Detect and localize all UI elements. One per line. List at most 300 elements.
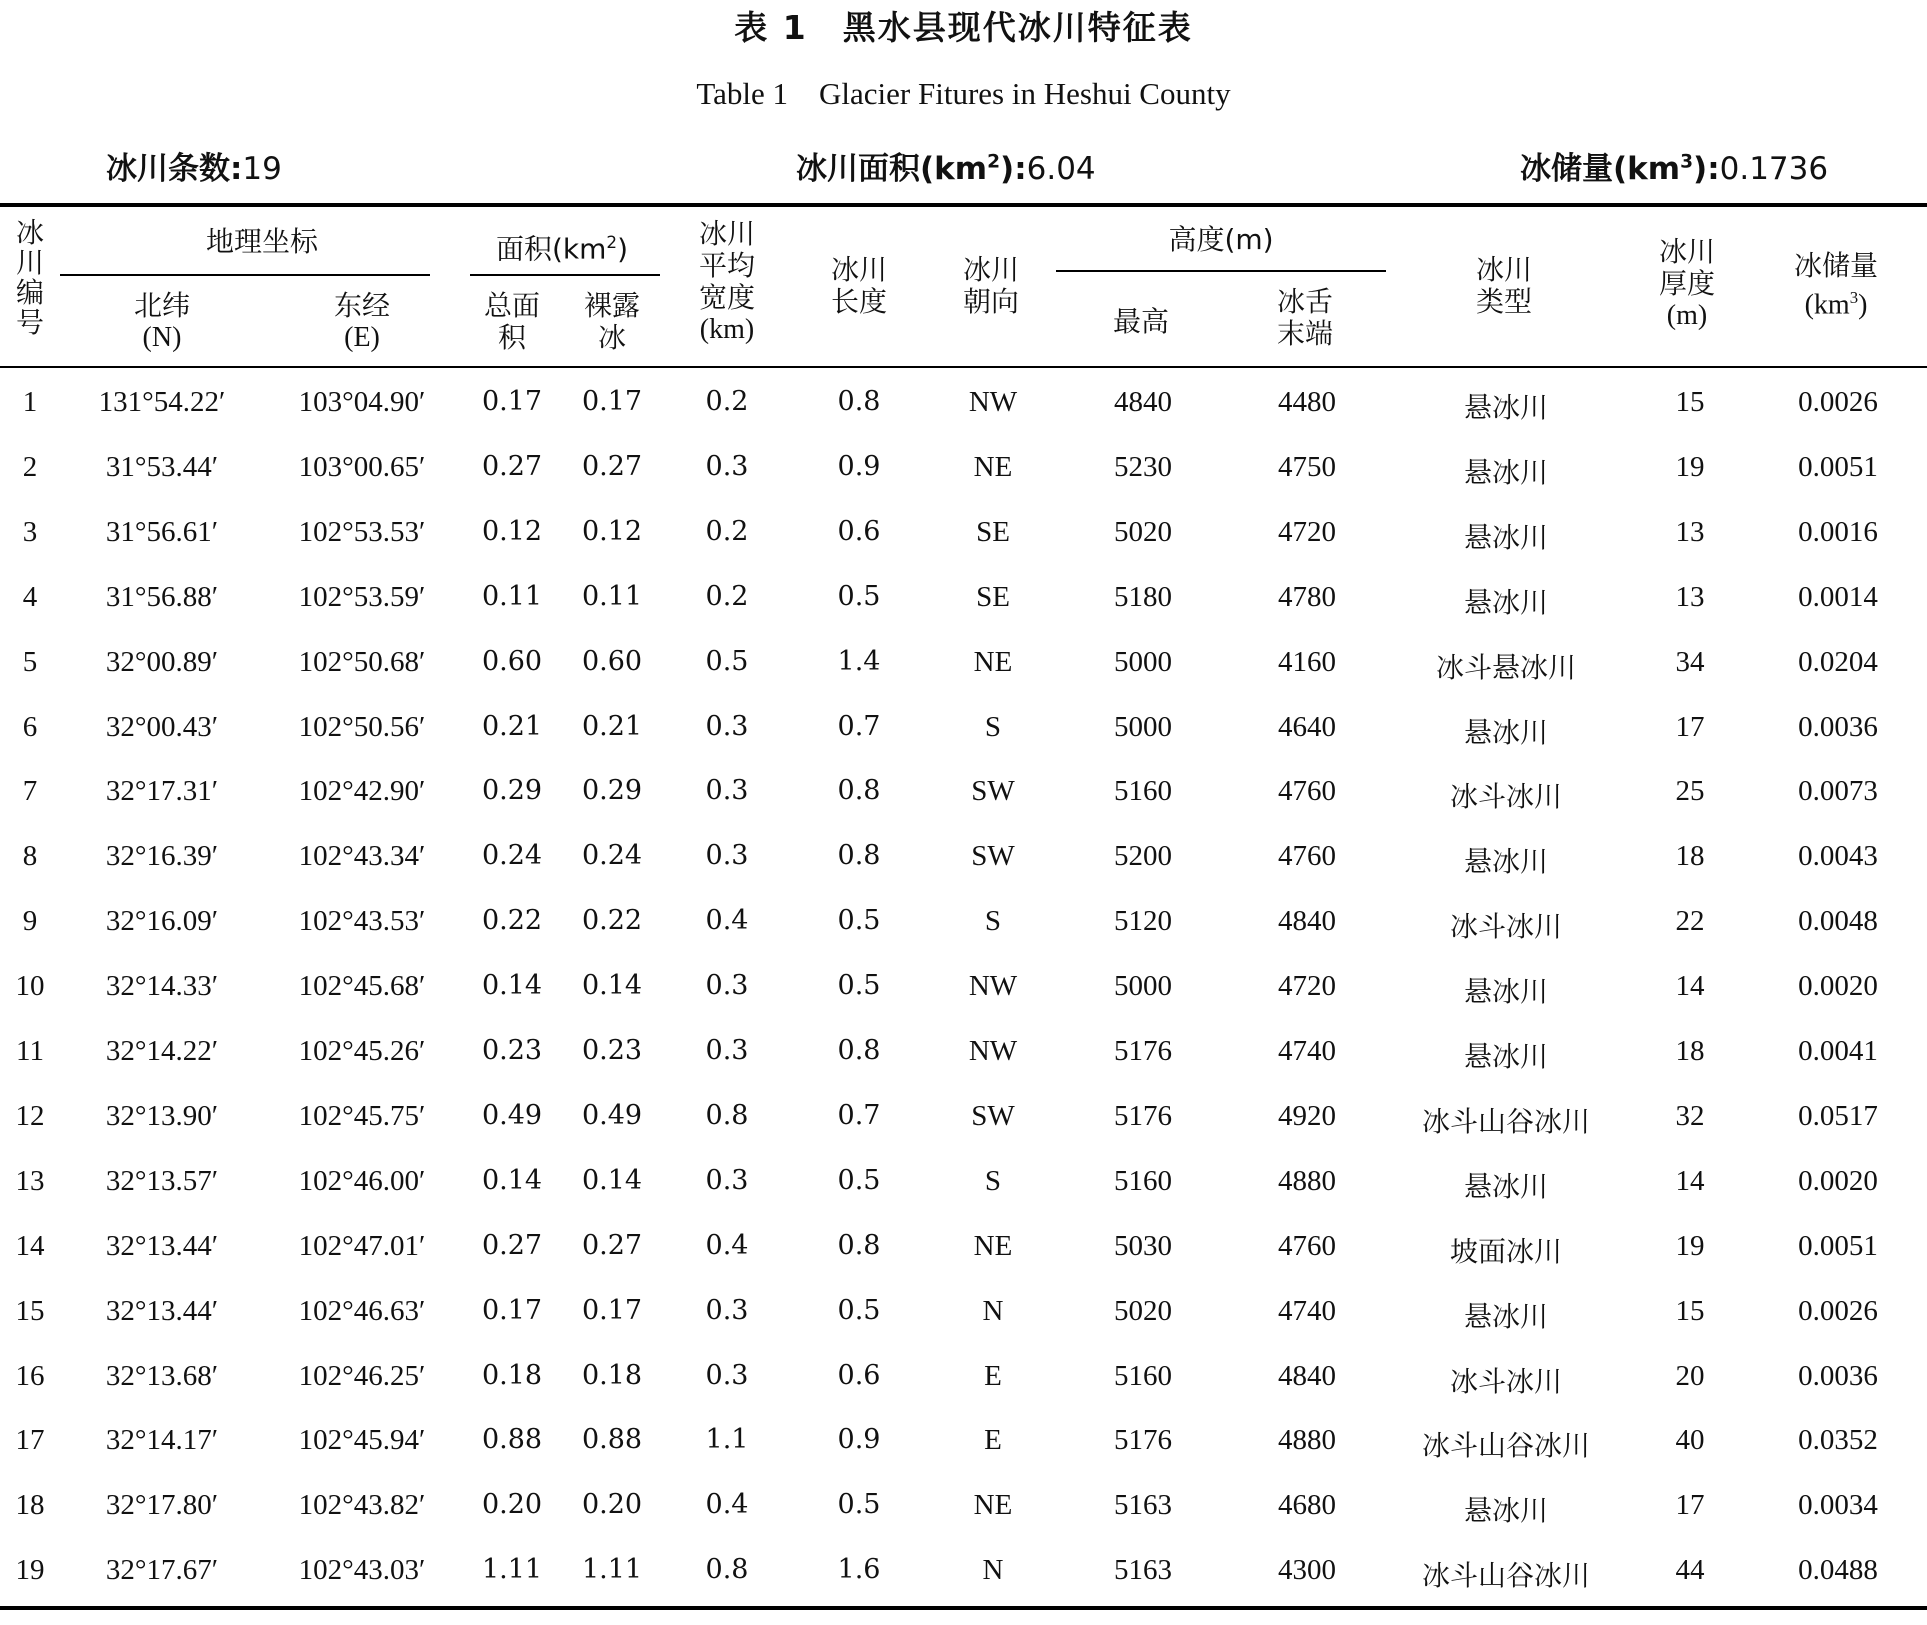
- summary-area-value: 6.04: [1026, 151, 1096, 187]
- cell-thickness: 25: [1675, 775, 1705, 808]
- cell-thickness: 22: [1675, 905, 1705, 938]
- header-width-unit: (km): [699, 314, 755, 345]
- cell-thickness: 44: [1675, 1554, 1705, 1587]
- cell-height-max: 5163: [1114, 1554, 1172, 1587]
- cell-orientation: NW: [968, 386, 1018, 418]
- cell-orientation: NE: [973, 645, 1013, 678]
- cell-storage: 0.0016: [1798, 515, 1878, 548]
- cell-height-max: 5160: [1114, 1164, 1172, 1197]
- header-glacier-no: [16, 218, 44, 338]
- cell-storage: 0.0034: [1798, 1489, 1878, 1522]
- cell-area-total: 0.27: [481, 450, 543, 482]
- header-area-sup: 2: [606, 232, 618, 252]
- cell-no: 12: [15, 1099, 45, 1132]
- cell-storage: 0.0014: [1798, 580, 1878, 613]
- cell-width: 0.3: [705, 1164, 749, 1196]
- cell-lon: 103°00.65′: [298, 450, 426, 483]
- summary-storage-label-close: ):: [1693, 151, 1720, 187]
- cell-height-max: 4840: [1114, 386, 1172, 418]
- header-geo: 地理坐标: [205, 225, 319, 258]
- cell-area-total: 0.11: [481, 580, 543, 612]
- cell-area-total: 0.29: [481, 775, 543, 807]
- header-thickness-line2: 厚度: [1658, 267, 1716, 300]
- cell-thickness: 17: [1675, 710, 1705, 743]
- cell-type: 悬冰川: [1463, 845, 1549, 879]
- cell-width: 0.8: [705, 1554, 749, 1586]
- cell-orientation: N: [982, 1294, 1004, 1327]
- cell-thickness: 17: [1675, 1489, 1705, 1522]
- cell-tongue-end: 4780: [1278, 580, 1336, 613]
- summary-area: [796, 143, 1096, 188]
- cell-area-total: 0.22: [481, 905, 543, 937]
- cell-no: 11: [16, 1035, 44, 1067]
- summary-storage: [1520, 143, 1828, 188]
- cell-area-bare: 0.12: [581, 515, 643, 547]
- cell-width: 0.2: [705, 580, 749, 612]
- summary-count: [106, 143, 282, 188]
- cell-width: 0.4: [705, 1489, 749, 1521]
- cell-width: 0.4: [705, 1229, 749, 1261]
- summary-storage-sup: 3: [1680, 151, 1694, 173]
- cell-height-max: 5176: [1114, 1035, 1172, 1067]
- cell-tongue-end: 4160: [1278, 645, 1336, 678]
- cell-length: 0.9: [837, 450, 881, 482]
- header-thickness-line1: 冰川: [1658, 235, 1716, 268]
- cell-height-max: 5176: [1114, 1099, 1172, 1132]
- cell-height-max: 5030: [1114, 1229, 1172, 1262]
- cell-no: 5: [22, 645, 38, 678]
- cell-lat: 31°53.44′: [105, 450, 219, 483]
- cell-area-bare: 0.24: [581, 840, 643, 872]
- header-height: 高度(m): [1168, 223, 1274, 256]
- cell-height-max: 5000: [1114, 970, 1172, 1003]
- cell-tongue-end: 4750: [1278, 450, 1336, 483]
- header-length-line2: 长度: [830, 285, 888, 318]
- cell-area-bare: 0.14: [581, 970, 643, 1002]
- cell-height-max: 5200: [1114, 840, 1172, 873]
- header-lat-label: 北纬: [133, 289, 191, 322]
- cell-thickness: 14: [1675, 970, 1705, 1003]
- header-width-line1: 冰川: [698, 217, 756, 250]
- cell-thickness: 34: [1675, 645, 1705, 678]
- cell-lat: 32°14.33′: [105, 970, 219, 1003]
- cell-tongue-end: 4840: [1278, 905, 1336, 938]
- header-area: [496, 226, 628, 265]
- header-orientation-line1: 冰川: [962, 253, 1020, 286]
- cell-no: 8: [22, 840, 38, 873]
- cell-lat: 32°17.31′: [105, 775, 219, 808]
- cell-tongue-end: 4880: [1278, 1164, 1336, 1197]
- cell-area-total: 0.14: [481, 970, 543, 1002]
- cell-orientation: NW: [968, 1035, 1018, 1067]
- cell-area-total: 0.21: [481, 710, 543, 742]
- cell-length: 0.5: [837, 1489, 881, 1521]
- cell-length: 0.5: [837, 1164, 881, 1196]
- header-storage-line1: 冰储量: [1793, 249, 1879, 282]
- summary-storage-label: 冰储量(km: [1520, 151, 1681, 187]
- cell-orientation: SE: [976, 515, 1010, 548]
- header-storage: [1794, 250, 1878, 321]
- cell-area-bare: 0.17: [581, 1294, 643, 1326]
- cell-thickness: 15: [1675, 1294, 1705, 1327]
- cell-storage: 0.0352: [1798, 1424, 1878, 1457]
- cell-orientation: SE: [976, 580, 1010, 613]
- cell-lon: 102°42.90′: [298, 775, 426, 808]
- cell-type: 悬冰川: [1463, 1169, 1549, 1203]
- cell-no: 19: [15, 1554, 45, 1587]
- cell-area-total: 0.88: [481, 1424, 543, 1456]
- cell-no: 7: [22, 775, 38, 808]
- cell-area-total: 0.20: [481, 1489, 543, 1521]
- cell-width: 0.3: [705, 450, 749, 482]
- cell-height-max: 5230: [1114, 450, 1172, 483]
- cell-area-bare: 0.27: [581, 450, 643, 482]
- cell-tongue-end: 4480: [1278, 386, 1336, 418]
- cell-area-total: 0.49: [481, 1099, 543, 1131]
- cell-area-bare: 0.23: [581, 1035, 643, 1066]
- cell-storage: 0.0051: [1798, 1229, 1878, 1262]
- summary-area-sup: 2: [987, 151, 1001, 173]
- cell-length: 0.8: [837, 386, 881, 417]
- header-orientation-line2: 朝向: [962, 285, 1020, 318]
- summary-area-label: 冰川面积(km: [796, 151, 988, 187]
- cell-lat: 31°56.88′: [105, 580, 219, 613]
- cell-lat: 32°14.22′: [105, 1035, 219, 1067]
- cell-orientation: NE: [973, 1489, 1013, 1522]
- cell-lon: 102°47.01′: [298, 1229, 426, 1262]
- cell-width: 1.1: [705, 1424, 749, 1456]
- cell-type: 冰斗山谷冰川: [1421, 1559, 1591, 1593]
- cell-type: 坡面冰川: [1449, 1234, 1563, 1268]
- cell-orientation: N: [982, 1554, 1004, 1587]
- header-area-total-line2: 积: [497, 321, 527, 354]
- cell-storage: 0.0026: [1798, 1294, 1878, 1327]
- cell-area-total: 0.17: [481, 386, 543, 417]
- cell-area-bare: 0.22: [581, 905, 643, 937]
- cell-type: 悬冰川: [1463, 1299, 1549, 1333]
- cell-tongue-end: 4680: [1278, 1489, 1336, 1522]
- cell-orientation: NE: [973, 1229, 1013, 1262]
- header-storage-unit-open: (km: [1804, 289, 1850, 321]
- cell-storage: 0.0517: [1798, 1099, 1878, 1132]
- cell-height-max: 5000: [1114, 645, 1172, 678]
- cell-lon: 103°04.90′: [298, 386, 426, 418]
- cell-area-bare: 0.11: [581, 580, 643, 612]
- cell-lon: 102°46.63′: [298, 1294, 426, 1327]
- header-area-bare: [584, 290, 640, 354]
- cell-lat: 32°17.67′: [105, 1554, 219, 1587]
- cell-no: 13: [15, 1164, 45, 1197]
- area-group-rule: [470, 274, 660, 276]
- cell-width: 0.3: [705, 970, 749, 1002]
- cell-area-bare: 0.17: [581, 386, 643, 417]
- header-area-total: [484, 290, 540, 354]
- cell-length: 0.5: [837, 970, 881, 1002]
- header-tongue-line2: 末端: [1276, 317, 1334, 350]
- cell-type: 悬冰川: [1463, 455, 1549, 489]
- cell-lat: 32°00.43′: [105, 710, 219, 743]
- cell-type: 悬冰川: [1463, 520, 1549, 554]
- cell-length: 0.8: [837, 1229, 881, 1261]
- cell-orientation: SW: [971, 775, 1015, 808]
- cell-type: 悬冰川: [1463, 391, 1549, 424]
- header-area-close: ): [617, 232, 629, 266]
- summary-storage-value: 0.1736: [1719, 151, 1829, 187]
- cell-lat: 32°14.17′: [105, 1424, 219, 1457]
- cell-area-total: 0.18: [481, 1359, 543, 1391]
- cell-height-max: 5180: [1114, 580, 1172, 613]
- cell-thickness: 32: [1675, 1099, 1705, 1132]
- cell-no: 18: [15, 1489, 45, 1522]
- cell-area-total: 0.27: [481, 1229, 543, 1261]
- geo-group-rule: [60, 274, 430, 276]
- cell-width: 0.8: [705, 1099, 749, 1131]
- summary-count-value: 19: [242, 151, 282, 187]
- cell-type: 悬冰川: [1463, 1040, 1549, 1073]
- cell-tongue-end: 4840: [1278, 1359, 1336, 1392]
- cell-width: 0.3: [705, 775, 749, 807]
- header-storage-unit-close: ): [1858, 289, 1868, 321]
- cell-width: 0.3: [705, 1294, 749, 1326]
- cell-no: 14: [15, 1229, 45, 1262]
- cell-storage: 0.0051: [1798, 450, 1878, 483]
- cell-thickness: 18: [1675, 1035, 1705, 1067]
- table-title-cn: 表 1 黑水县现代冰川特征表: [734, 8, 1193, 47]
- height-group-rule: [1056, 270, 1386, 272]
- cell-storage: 0.0048: [1798, 905, 1878, 938]
- header-tongue-end: [1277, 286, 1333, 350]
- table-header-rule: [0, 366, 1927, 368]
- cell-width: 0.4: [705, 905, 749, 937]
- cell-lon: 102°45.75′: [298, 1099, 426, 1132]
- cell-length: 0.8: [837, 1035, 881, 1066]
- cell-height-max: 5163: [1114, 1489, 1172, 1522]
- cell-storage: 0.0204: [1798, 645, 1878, 678]
- header-no-char: 冰: [15, 216, 45, 249]
- cell-no: 3: [22, 515, 38, 548]
- cell-lat: 32°17.80′: [105, 1489, 219, 1522]
- cell-lat: 32°16.39′: [105, 840, 219, 873]
- header-storage-unit-sup: 3: [1849, 288, 1859, 307]
- cell-orientation: S: [984, 905, 1002, 938]
- cell-height-max: 5160: [1114, 775, 1172, 808]
- cell-length: 0.5: [837, 905, 881, 937]
- cell-length: 0.9: [837, 1424, 881, 1456]
- table-bottom-rule: [0, 1606, 1927, 1610]
- cell-length: 0.5: [837, 580, 881, 612]
- cell-length: 0.7: [837, 710, 881, 742]
- header-lon-unit: (E): [344, 322, 380, 353]
- cell-area-total: 0.23: [481, 1035, 543, 1066]
- cell-thickness: 20: [1675, 1359, 1705, 1392]
- cell-thickness: 40: [1675, 1424, 1705, 1457]
- cell-area-total: 1.11: [481, 1554, 543, 1586]
- cell-lon: 102°45.26′: [298, 1035, 426, 1067]
- cell-height-max: 5020: [1114, 515, 1172, 548]
- cell-lat: 32°00.89′: [105, 645, 219, 678]
- cell-orientation: S: [984, 710, 1002, 743]
- cell-type: 冰斗冰川: [1449, 1364, 1563, 1398]
- cell-lat: 131°54.22′: [98, 386, 226, 418]
- header-lon: [334, 290, 390, 354]
- cell-orientation: S: [984, 1164, 1002, 1197]
- cell-orientation: SW: [971, 1099, 1015, 1132]
- cell-area-total: 0.60: [481, 645, 543, 677]
- cell-height-max: 5160: [1114, 1359, 1172, 1392]
- cell-width: 0.3: [705, 1035, 749, 1066]
- cell-area-bare: 0.14: [581, 1164, 643, 1196]
- cell-length: 0.5: [837, 1294, 881, 1326]
- header-type-line1: 冰川: [1475, 253, 1533, 286]
- cell-lon: 102°50.68′: [298, 645, 426, 678]
- cell-storage: 0.0036: [1798, 1359, 1878, 1392]
- cell-type: 悬冰川: [1463, 585, 1549, 619]
- cell-area-total: 0.12: [481, 515, 543, 547]
- cell-area-bare: 0.29: [581, 775, 643, 807]
- header-width-line2: 平均: [698, 249, 756, 282]
- cell-lon: 102°46.00′: [298, 1164, 426, 1197]
- cell-lat: 32°13.57′: [105, 1164, 219, 1197]
- cell-lon: 102°43.82′: [298, 1489, 426, 1522]
- header-thickness-unit: (m): [1666, 300, 1708, 331]
- cell-area-bare: 0.18: [581, 1359, 643, 1391]
- cell-lat: 31°56.61′: [105, 515, 219, 548]
- cell-area-bare: 0.27: [581, 1229, 643, 1261]
- cell-area-bare: 0.21: [581, 710, 643, 742]
- cell-area-bare: 0.20: [581, 1489, 643, 1521]
- cell-height-max: 5120: [1114, 905, 1172, 938]
- cell-lat: 32°13.44′: [105, 1229, 219, 1262]
- cell-width: 0.3: [705, 840, 749, 872]
- table-title-en: Table 1 Glacier Fitures in Heshui County: [696, 76, 1231, 111]
- header-area-bare-line1: 裸露: [583, 289, 641, 322]
- header-orientation: [963, 254, 1019, 318]
- summary-count-label: 冰川条数:: [106, 151, 243, 187]
- cell-storage: 0.0020: [1798, 1164, 1878, 1197]
- header-lat-unit: (N): [142, 322, 182, 353]
- cell-thickness: 13: [1675, 580, 1705, 613]
- cell-area-bare: 0.60: [581, 645, 643, 677]
- cell-tongue-end: 4720: [1278, 515, 1336, 548]
- cell-type: 冰斗冰川: [1449, 910, 1563, 944]
- cell-orientation: E: [984, 1359, 1002, 1392]
- header-no-char: 川: [15, 246, 45, 279]
- cell-type: 冰斗冰川: [1449, 780, 1563, 814]
- cell-type: 悬冰川: [1463, 1494, 1549, 1528]
- header-length: [831, 254, 887, 318]
- cell-tongue-end: 4740: [1278, 1294, 1336, 1327]
- header-area-bare-line2: 冰: [597, 321, 627, 354]
- cell-lon: 102°53.59′: [298, 580, 426, 613]
- cell-area-total: 0.24: [481, 840, 543, 872]
- cell-tongue-end: 4720: [1278, 970, 1336, 1003]
- header-tongue-line1: 冰舌: [1276, 285, 1334, 318]
- cell-length: 0.8: [837, 775, 881, 807]
- cell-no: 2: [22, 450, 38, 483]
- header-width: [699, 218, 755, 346]
- cell-lon: 102°53.53′: [298, 515, 426, 548]
- cell-length: 1.4: [837, 645, 881, 677]
- cell-area-bare: 0.49: [581, 1099, 643, 1131]
- cell-length: 0.8: [837, 840, 881, 872]
- cell-storage: 0.0036: [1798, 710, 1878, 743]
- cell-length: 1.6: [837, 1554, 881, 1586]
- cell-type: 冰斗山谷冰川: [1421, 1104, 1591, 1138]
- header-no-char: 号: [15, 306, 45, 339]
- header-area-label: 面积(km: [495, 232, 607, 266]
- cell-no: 9: [22, 905, 38, 938]
- cell-storage: 0.0043: [1798, 840, 1878, 873]
- cell-lat: 32°13.68′: [105, 1359, 219, 1392]
- cell-no: 16: [15, 1359, 45, 1392]
- cell-width: 0.3: [705, 710, 749, 742]
- cell-no: 17: [15, 1424, 45, 1457]
- cell-width: 0.3: [705, 1359, 749, 1391]
- cell-lat: 32°13.44′: [105, 1294, 219, 1327]
- cell-tongue-end: 4760: [1278, 1229, 1336, 1262]
- cell-no: 10: [15, 970, 45, 1003]
- cell-area-total: 0.17: [481, 1294, 543, 1326]
- cell-thickness: 19: [1675, 450, 1705, 483]
- cell-lon: 102°45.68′: [298, 970, 426, 1003]
- cell-lon: 102°50.56′: [298, 710, 426, 743]
- cell-thickness: 19: [1675, 1229, 1705, 1262]
- cell-lat: 32°13.90′: [105, 1099, 219, 1132]
- cell-thickness: 15: [1675, 386, 1705, 418]
- cell-height-max: 5000: [1114, 710, 1172, 743]
- header-height-max: 最高: [1112, 305, 1170, 338]
- cell-orientation: SW: [971, 840, 1015, 873]
- header-type-line2: 类型: [1475, 285, 1533, 318]
- cell-length: 0.6: [837, 1359, 881, 1391]
- cell-tongue-end: 4640: [1278, 710, 1336, 743]
- cell-tongue-end: 4760: [1278, 840, 1336, 873]
- cell-width: 0.2: [705, 386, 749, 417]
- cell-thickness: 14: [1675, 1164, 1705, 1197]
- cell-thickness: 18: [1675, 840, 1705, 873]
- header-length-line1: 冰川: [830, 253, 888, 286]
- cell-area-bare: 1.11: [581, 1554, 643, 1586]
- cell-tongue-end: 4880: [1278, 1424, 1336, 1457]
- cell-no: 1: [22, 386, 38, 418]
- header-storage-unit: [1794, 282, 1878, 321]
- cell-thickness: 13: [1675, 515, 1705, 548]
- cell-no: 15: [15, 1294, 45, 1327]
- cell-type: 冰斗山谷冰川: [1421, 1429, 1591, 1463]
- cell-lon: 102°45.94′: [298, 1424, 426, 1457]
- cell-storage: 0.0026: [1798, 386, 1878, 418]
- cell-storage: 0.0073: [1798, 775, 1878, 808]
- cell-lon: 102°43.53′: [298, 905, 426, 938]
- cell-storage: 0.0488: [1798, 1554, 1878, 1587]
- cell-tongue-end: 4920: [1278, 1099, 1336, 1132]
- cell-orientation: NE: [973, 450, 1013, 483]
- cell-no: 4: [22, 580, 38, 613]
- cell-storage: 0.0020: [1798, 970, 1878, 1003]
- table-top-rule: [0, 203, 1927, 207]
- cell-no: 6: [22, 710, 38, 743]
- cell-lon: 102°43.34′: [298, 840, 426, 873]
- cell-storage: 0.0041: [1798, 1035, 1878, 1067]
- cell-length: 0.6: [837, 515, 881, 547]
- header-lon-label: 东经: [333, 289, 391, 322]
- cell-tongue-end: 4300: [1278, 1554, 1336, 1587]
- header-no-char: 编: [15, 276, 45, 309]
- header-area-total-line1: 总面: [483, 289, 541, 322]
- cell-lat: 32°16.09′: [105, 905, 219, 938]
- header-thickness: [1659, 236, 1715, 332]
- header-width-line3: 宽度: [698, 281, 756, 314]
